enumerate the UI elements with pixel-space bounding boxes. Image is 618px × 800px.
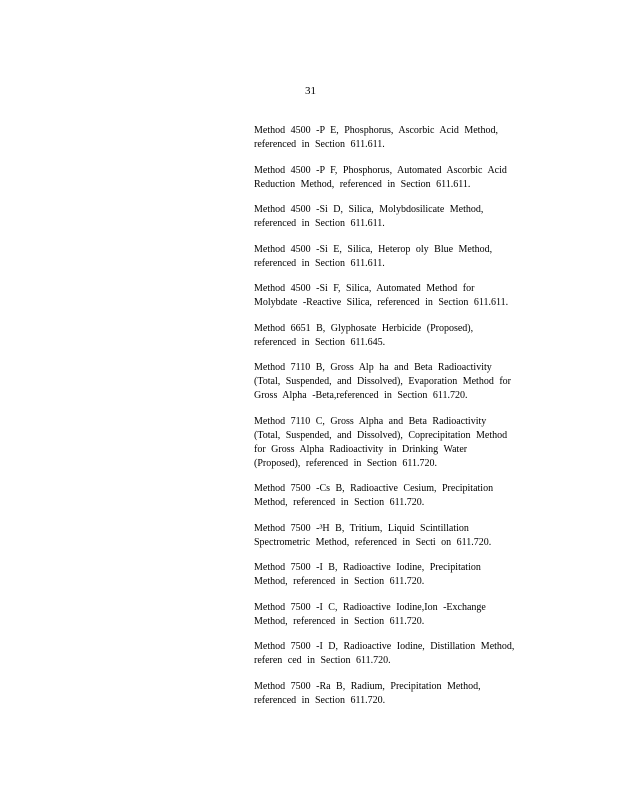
- entry-line: referen ced in Section 611.720.: [254, 655, 391, 666]
- method-reference-entry: [254, 415, 546, 471]
- entry-line: Method 6651 B, Glyphosate Herbicide (Proposed),: [254, 322, 474, 334]
- method-reference-entry: [254, 640, 546, 668]
- method-reference-entry: [254, 124, 546, 152]
- entry-line: Method, referenced in Section 611.720.: [254, 576, 425, 587]
- entry-line: for Gross Alpha Radioactivity in Drinking Water: [254, 443, 468, 455]
- method-reference-list: [254, 124, 546, 719]
- method-reference-entry: [254, 561, 546, 589]
- method-reference-entry: [254, 282, 546, 310]
- entry-line: Method 7500 -Cs B, Radioactive Cesium, Precipitation: [254, 483, 494, 494]
- entry-line: Method 7500 -I C, Radioactive Iodine,Ion -Exchange: [254, 601, 486, 613]
- entry-line: Method 4500 -P F, Phosphorus, Automated Ascorbic Acid: [254, 164, 507, 176]
- entry-line: Spectrometric Method, referenced in Secti on 611.720.: [254, 536, 492, 548]
- entry-line: Method 7500 -³H B, Tritium, Liquid Scintillation: [254, 522, 469, 534]
- page-number: 31: [305, 85, 316, 97]
- entry-line: referenced in Section 611.611.: [254, 218, 385, 229]
- entry-line: Method 7500 -I D, Radioactive Iodine, Distillation Method,: [254, 641, 515, 652]
- method-reference-entry: [254, 243, 546, 271]
- entry-line: (Proposed), referenced in Section 611.720.: [254, 457, 437, 469]
- entry-line: Method 4500 -Si D, Silica, Molybdosilicate Method,: [254, 204, 484, 215]
- entry-line: Method 4500 -Si E, Silica, Heterop oly Blue Method,: [254, 243, 493, 255]
- entry-line: Method 7110 C, Gross Alpha and Beta Radioactivity: [254, 415, 487, 427]
- entry-line: Method 7500 -Ra B, Radium, Precipitation Method,: [254, 680, 481, 692]
- entry-line: referenced in Section 611.611.: [254, 139, 385, 150]
- method-reference-entry: [254, 601, 546, 629]
- entry-line: (Total, Suspended, and Dissolved), Coprecipitation Method: [254, 429, 508, 441]
- entry-line: referenced in Section 611.645.: [254, 336, 386, 348]
- method-reference-entry: [254, 680, 546, 708]
- entry-line: Molybdate -Reactive Silica, referenced in Section 611.611.: [254, 297, 509, 308]
- entry-line: Method 7500 -I B, Radioactive Iodine, Precipitation: [254, 562, 481, 573]
- method-reference-entry: [254, 203, 546, 231]
- entry-line: Method 7110 B, Gross Alp ha and Beta Radioactivity: [254, 362, 492, 373]
- method-reference-entry: [254, 164, 546, 192]
- entry-line: referenced in Section 611.720.: [254, 694, 386, 706]
- method-reference-entry: [254, 361, 546, 403]
- entry-line: Reduction Method, referenced in Section 611.611.: [254, 178, 471, 190]
- method-reference-entry: [254, 322, 546, 350]
- method-reference-entry: [254, 482, 546, 510]
- entry-line: Method 4500 -Si F, Silica, Automated Method for: [254, 283, 475, 294]
- method-reference-entry: [254, 522, 546, 550]
- entry-line: referenced in Section 611.611.: [254, 257, 385, 269]
- entry-line: Method 4500 -P E, Phosphorus, Ascorbic Acid Method,: [254, 125, 498, 136]
- entry-line: Gross Alpha -Beta,referenced in Section 611.720.: [254, 390, 468, 401]
- entry-line: (Total, Suspended, and Dissolved), Evaporation Method for: [254, 376, 511, 387]
- entry-line: Method, referenced in Section 611.720.: [254, 497, 425, 508]
- entry-line: Method, referenced in Section 611.720.: [254, 615, 425, 627]
